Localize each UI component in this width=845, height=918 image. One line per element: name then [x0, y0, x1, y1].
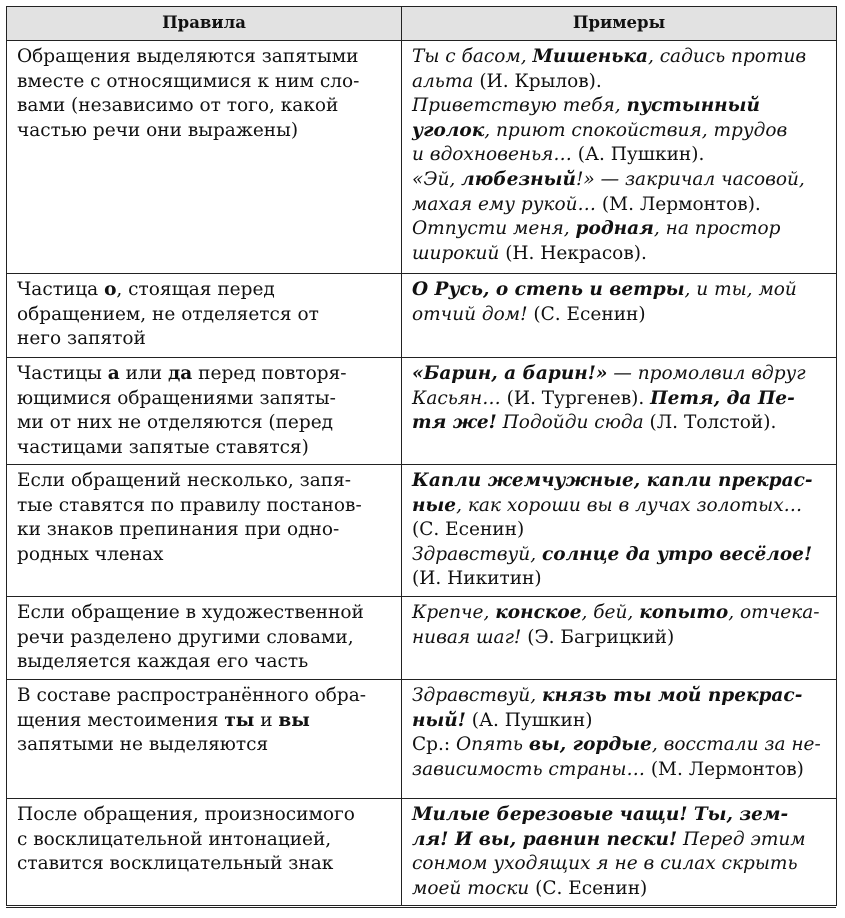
text-segment: (И. Крылов). [479, 70, 602, 92]
example-line [412, 543, 830, 568]
emphasis-text: ты [224, 709, 255, 731]
rule-line: ки знаков препинания при одно- [17, 519, 340, 541]
rule-line: тые ставятся по правилу постанов- [17, 494, 362, 516]
rule-line: ставится восклицательный знак [17, 853, 334, 875]
rule-cell [7, 680, 402, 799]
text-segment: (И. Тургенев). [506, 387, 651, 409]
example-line [412, 193, 830, 218]
text-segment: (С. Есенин) [535, 877, 648, 899]
emphasis-text: Петя, да Пе- [650, 387, 795, 409]
example-line [412, 684, 830, 709]
example-cell [402, 465, 837, 597]
table-row [7, 799, 837, 906]
example-line [412, 70, 830, 95]
example-line [412, 119, 830, 144]
example-line [412, 828, 830, 853]
text-segment: отчий дом! [412, 303, 534, 325]
text-segment: махая ему рукой… [412, 193, 602, 215]
emphasis-text: родная [575, 218, 654, 240]
text-segment: (А. Пушкин). [577, 144, 705, 166]
text-segment: (М. Лермонтов). [601, 193, 761, 215]
rule-line: Если обращений несколько, запя- [17, 470, 351, 491]
text-segment: , стоящая перед [116, 279, 275, 300]
text-segment: моей тоски [412, 877, 536, 899]
example-cell [402, 274, 837, 358]
emphasis-text: копыто [639, 602, 729, 623]
emphasis-text: пустынный [626, 95, 760, 117]
emphasis-text: вы, гордые [528, 734, 652, 756]
emphasis-text: Капли жемчужные, капли прекрас- [412, 470, 813, 491]
text-segment: альта [412, 70, 480, 92]
rule-cell [7, 41, 402, 274]
text-segment: (С. Есенин) [412, 519, 525, 541]
text-segment: (С. Есенин) [533, 303, 646, 325]
text-segment: Здравствуй, [412, 685, 542, 706]
text-segment: Частица [17, 279, 105, 300]
text-segment: , как хороши вы в лучах золотых… [456, 494, 803, 516]
rule-line: В составе распространённого обра- [17, 685, 367, 706]
text-segment: Подойди сюда [496, 412, 650, 434]
rule-cell [7, 358, 402, 465]
example-cell [402, 358, 837, 465]
example-line [412, 242, 830, 267]
example-line [412, 387, 830, 412]
rule-line: частью речи они выражены) [17, 119, 299, 141]
example-line [412, 94, 830, 119]
emphasis-text: «Барин, а барин!» [412, 363, 608, 384]
text-segment: и вдохновенья… [412, 144, 578, 166]
example-line [412, 626, 830, 651]
example-cell [402, 799, 837, 906]
text-segment: (Э. Багрицкий) [527, 626, 675, 648]
emphasis-text: солнце да утро весёлое! [541, 543, 813, 565]
text-segment: Опять [456, 734, 529, 756]
text-segment: Перед этим [677, 828, 806, 850]
rule-line: выделяется каждая его часть [17, 651, 309, 673]
example-line [412, 45, 830, 70]
example-line [412, 567, 830, 592]
emphasis-text: о [104, 279, 117, 300]
example-line [412, 303, 830, 328]
example-cell [402, 680, 837, 799]
example-line [412, 278, 830, 303]
text-segment: нивая шаг! [412, 626, 528, 648]
text-segment: Ср.: [412, 734, 456, 756]
table-row [7, 358, 837, 465]
rule-line [17, 278, 395, 303]
example-line [412, 852, 830, 877]
example-line [412, 217, 830, 242]
rule-line: ми от них не отделяются (перед [17, 412, 334, 434]
header-rules: Правила [7, 7, 402, 41]
text-segment: , бей, [581, 602, 640, 623]
emphasis-text: князь ты мой прекрас- [541, 685, 803, 706]
example-line [412, 518, 830, 543]
bottom-rule-line [6, 907, 836, 908]
example-line [412, 168, 830, 193]
text-segment: сонмом уходящих я не в силах скрыть [412, 853, 798, 875]
rule-line: него запятой [17, 328, 146, 350]
example-line [412, 758, 830, 783]
rule-line: ющимися обращениями запяты- [17, 387, 336, 409]
table-header-row [7, 7, 837, 41]
text-segment: Приветствую тебя, [412, 95, 627, 117]
rule-line [17, 362, 395, 387]
text-segment: , восстали за не- [651, 734, 821, 756]
table-row [7, 597, 837, 680]
text-segment: или [119, 363, 168, 384]
text-segment: , и ты, мой [684, 279, 797, 300]
text-segment: — промолвил вдруг [607, 363, 806, 384]
rule-line: речи разделено другими словами, [17, 626, 354, 648]
text-segment: , приют спокойствия, трудов [484, 119, 788, 141]
text-segment: «Эй, [412, 168, 462, 190]
rule-line: запятыми не выделяются [17, 734, 269, 756]
emphasis-text: ля! И вы, равнин пески! [412, 828, 678, 850]
text-segment: , садись против [647, 46, 807, 67]
rule-line: Если обращение в художественной [17, 602, 364, 623]
example-cell [402, 597, 837, 680]
rule-line: родных членах [17, 543, 164, 565]
text-segment: (Л. Толстой). [649, 412, 777, 434]
text-segment: Касьян… [412, 387, 507, 409]
rule-cell [7, 597, 402, 680]
text-segment: (И. Никитин) [412, 568, 542, 590]
text-segment: щения местоимения [17, 709, 225, 731]
text-segment: Крепче, [412, 602, 496, 623]
rule-line: вместе с относящимися к ним сло- [17, 70, 360, 92]
text-segment: , на простор [653, 218, 781, 240]
example-line [412, 362, 830, 387]
text-segment: и [254, 709, 279, 731]
emphasis-text: конское [495, 602, 582, 623]
emphasis-text: Мишенька [532, 46, 648, 67]
text-segment: !» — закричал часовой, [575, 168, 805, 190]
text-segment: Отпусти меня, [412, 218, 576, 240]
example-line [412, 411, 830, 436]
text-segment: , отчека- [728, 602, 820, 623]
example-line [412, 709, 830, 734]
table-row [7, 680, 837, 799]
example-line [412, 601, 830, 626]
rules-table [6, 6, 837, 906]
text-segment: перед повторя- [192, 363, 347, 384]
rule-line: обращением, не отделяется от [17, 303, 319, 325]
rule-line [17, 709, 395, 734]
rule-line: После обращения, произносимого [17, 804, 355, 825]
rule-line: частицами запятые ставятся) [17, 436, 309, 458]
example-line [412, 143, 830, 168]
example-line [412, 494, 830, 519]
rule-line: вами (независимо от того, какой [17, 95, 339, 117]
table-row [7, 274, 837, 358]
text-segment: (Н. Некрасов). [505, 242, 647, 264]
emphasis-text: ный! [412, 709, 466, 731]
rule-cell [7, 465, 402, 597]
example-cell [402, 41, 837, 274]
emphasis-text: Милые березовые чащи! Ты, зем- [412, 804, 789, 825]
emphasis-text: да [167, 363, 193, 384]
rule-cell [7, 799, 402, 906]
emphasis-text: вы [278, 709, 310, 731]
emphasis-text: уголок [412, 119, 485, 141]
table-row [7, 465, 837, 597]
text-segment: зависимость страны… [412, 758, 651, 780]
example-line [412, 803, 830, 828]
table-row [7, 41, 837, 274]
emphasis-text: ные [412, 494, 457, 516]
example-line [412, 733, 830, 758]
emphasis-text: О Русь, о степь и ветры [412, 279, 685, 300]
text-segment: (А. Пушкин) [465, 709, 593, 731]
text-segment: Ты с басом, [412, 46, 533, 67]
rule-line: Обращения выделяются запятыми [17, 46, 359, 67]
text-segment: широкий [412, 242, 506, 264]
text-segment: Частицы [17, 363, 108, 384]
emphasis-text: тя же! [412, 412, 497, 434]
rule-cell [7, 274, 402, 358]
header-examples: Примеры [402, 7, 837, 41]
text-segment: (М. Лермонтов) [650, 758, 804, 780]
example-line [412, 469, 830, 494]
rule-line: с восклицательной интонацией, [17, 828, 332, 850]
emphasis-text: любезный [461, 168, 576, 190]
example-line [412, 877, 830, 902]
text-segment: Здравствуй, [412, 543, 542, 565]
emphasis-text: а [107, 363, 120, 384]
